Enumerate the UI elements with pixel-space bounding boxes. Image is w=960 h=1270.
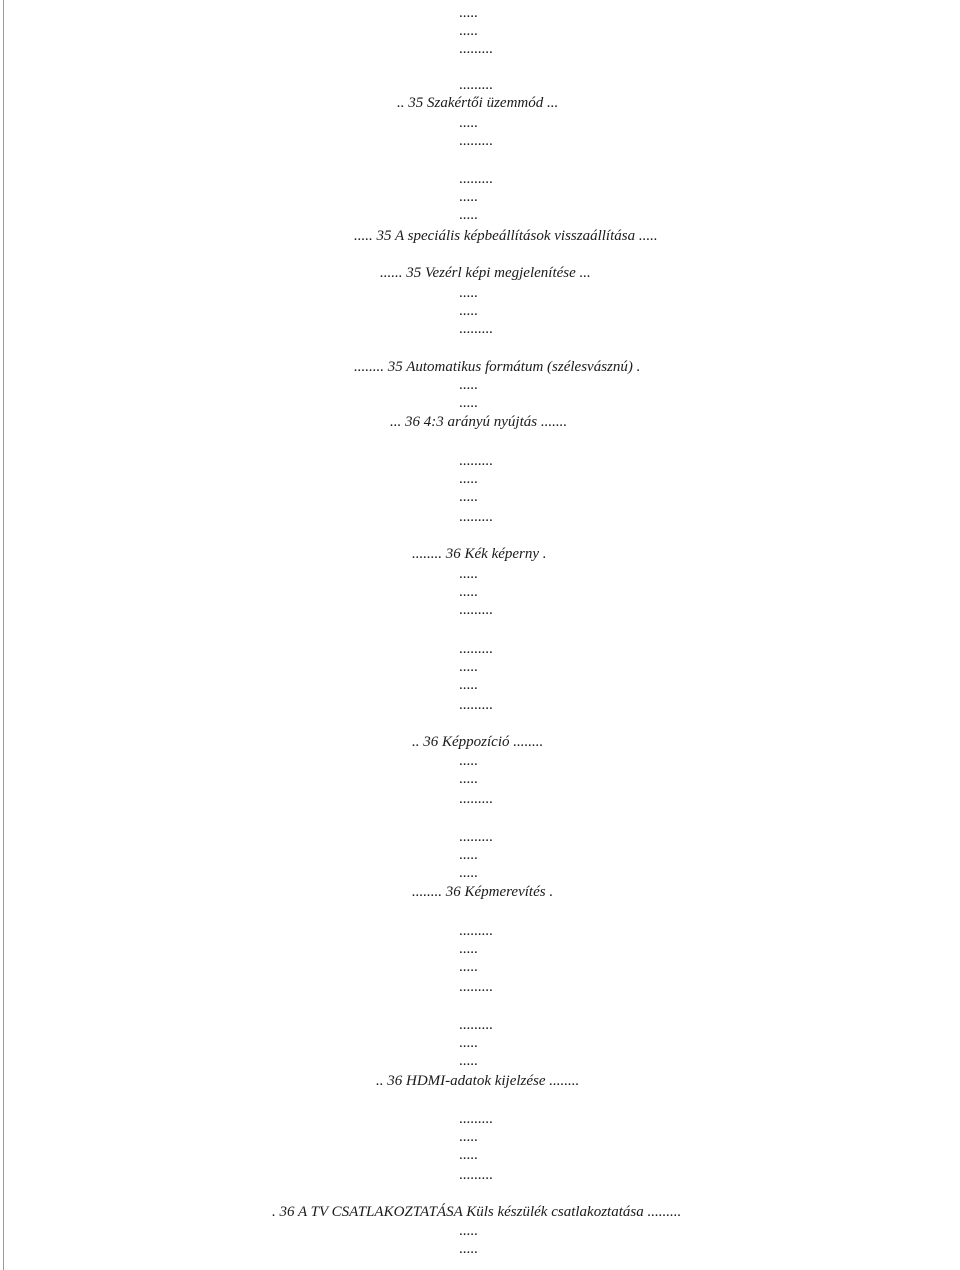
toc-entry-hdmi-adatok-kijelzese[interactable]: .. 36 HDMI-adatok kijelzése ........ <box>376 1073 580 1089</box>
toc-entry-tv-csatlakoztatasa[interactable]: . 36 A TV CSATLAKOZTATÁSA Küls készülék csatlakoztatása ......... <box>272 1204 682 1220</box>
leader-dots: ..... <box>459 1053 478 1069</box>
leader-dots: ......... <box>459 697 493 713</box>
toc-entry-szakertoi-uzemmod[interactable]: .. 35 Szakértői üzemmód ... <box>397 95 559 111</box>
leader-dots: ......... <box>459 133 493 149</box>
toc-entry-keppozicio[interactable]: .. 36 Képpozíció ........ <box>412 734 544 750</box>
leader-dots: ..... <box>459 285 478 301</box>
leader-dots: ..... <box>459 847 478 863</box>
leader-dots: ......... <box>459 641 493 657</box>
leader-dots: ......... <box>459 1017 493 1033</box>
toc-entry-4-3-aranyu-nyujtas[interactable]: ... 36 4:3 arányú nyújtás ....... <box>390 414 568 430</box>
leader-dots: ..... <box>459 566 478 582</box>
toc-entry-specialis-kepbeallitasok[interactable]: ..... 35 A speciális képbeállítások visszaállítása ..... <box>354 228 658 244</box>
leader-dots: ..... <box>459 207 478 223</box>
toc-entry-automatikus-formatum[interactable]: ........ 35 Automatikus formátum (szélesvásznú) . <box>354 359 641 375</box>
leader-dots: ..... <box>459 771 478 787</box>
leader-dots: ..... <box>459 471 478 487</box>
leader-dots: ..... <box>459 1035 478 1051</box>
toc-entry-kepmerevites[interactable]: ........ 36 Képmerevítés . <box>412 884 554 900</box>
leader-dots: ..... <box>459 865 478 881</box>
leader-dots: ..... <box>459 189 478 205</box>
leader-dots: ..... <box>459 941 478 957</box>
leader-dots: ..... <box>459 1241 478 1257</box>
leader-dots: ......... <box>459 321 493 337</box>
leader-dots: ..... <box>459 377 478 393</box>
leader-dots: ..... <box>459 395 478 411</box>
leader-dots: ..... <box>459 1129 478 1145</box>
leader-dots: ..... <box>459 959 478 975</box>
leader-dots: ..... <box>459 23 478 39</box>
leader-dots: ..... <box>459 489 478 505</box>
leader-dots: ..... <box>459 115 478 131</box>
leader-dots: ......... <box>459 1167 493 1183</box>
toc-entry-kek-kepernyo[interactable]: ........ 36 Kék képerny . <box>412 546 547 562</box>
leader-dots: ..... <box>459 753 478 769</box>
toc-entry-vezerl-kepi-megjelenites[interactable]: ...... 35 Vezérl képi megjelenítése ... <box>380 265 591 281</box>
leader-dots: ......... <box>459 41 493 57</box>
leader-dots: ......... <box>459 979 493 995</box>
leader-dots: ......... <box>459 829 493 845</box>
leader-dots: ..... <box>459 5 478 21</box>
leader-dots: ......... <box>459 171 493 187</box>
leader-dots: ..... <box>459 659 478 675</box>
leader-dots: ..... <box>459 677 478 693</box>
leader-dots: ..... <box>459 1147 478 1163</box>
leader-dots: ......... <box>459 509 493 525</box>
leader-dots: ..... <box>459 1223 478 1239</box>
leader-dots: ......... <box>459 923 493 939</box>
leader-dots: ......... <box>459 1111 493 1127</box>
leader-dots: ......... <box>459 602 493 618</box>
leader-dots: ......... <box>459 791 493 807</box>
leader-dots: ......... <box>459 77 493 93</box>
leader-dots: ..... <box>459 584 478 600</box>
leader-dots: ......... <box>459 453 493 469</box>
leader-dots: ..... <box>459 303 478 319</box>
